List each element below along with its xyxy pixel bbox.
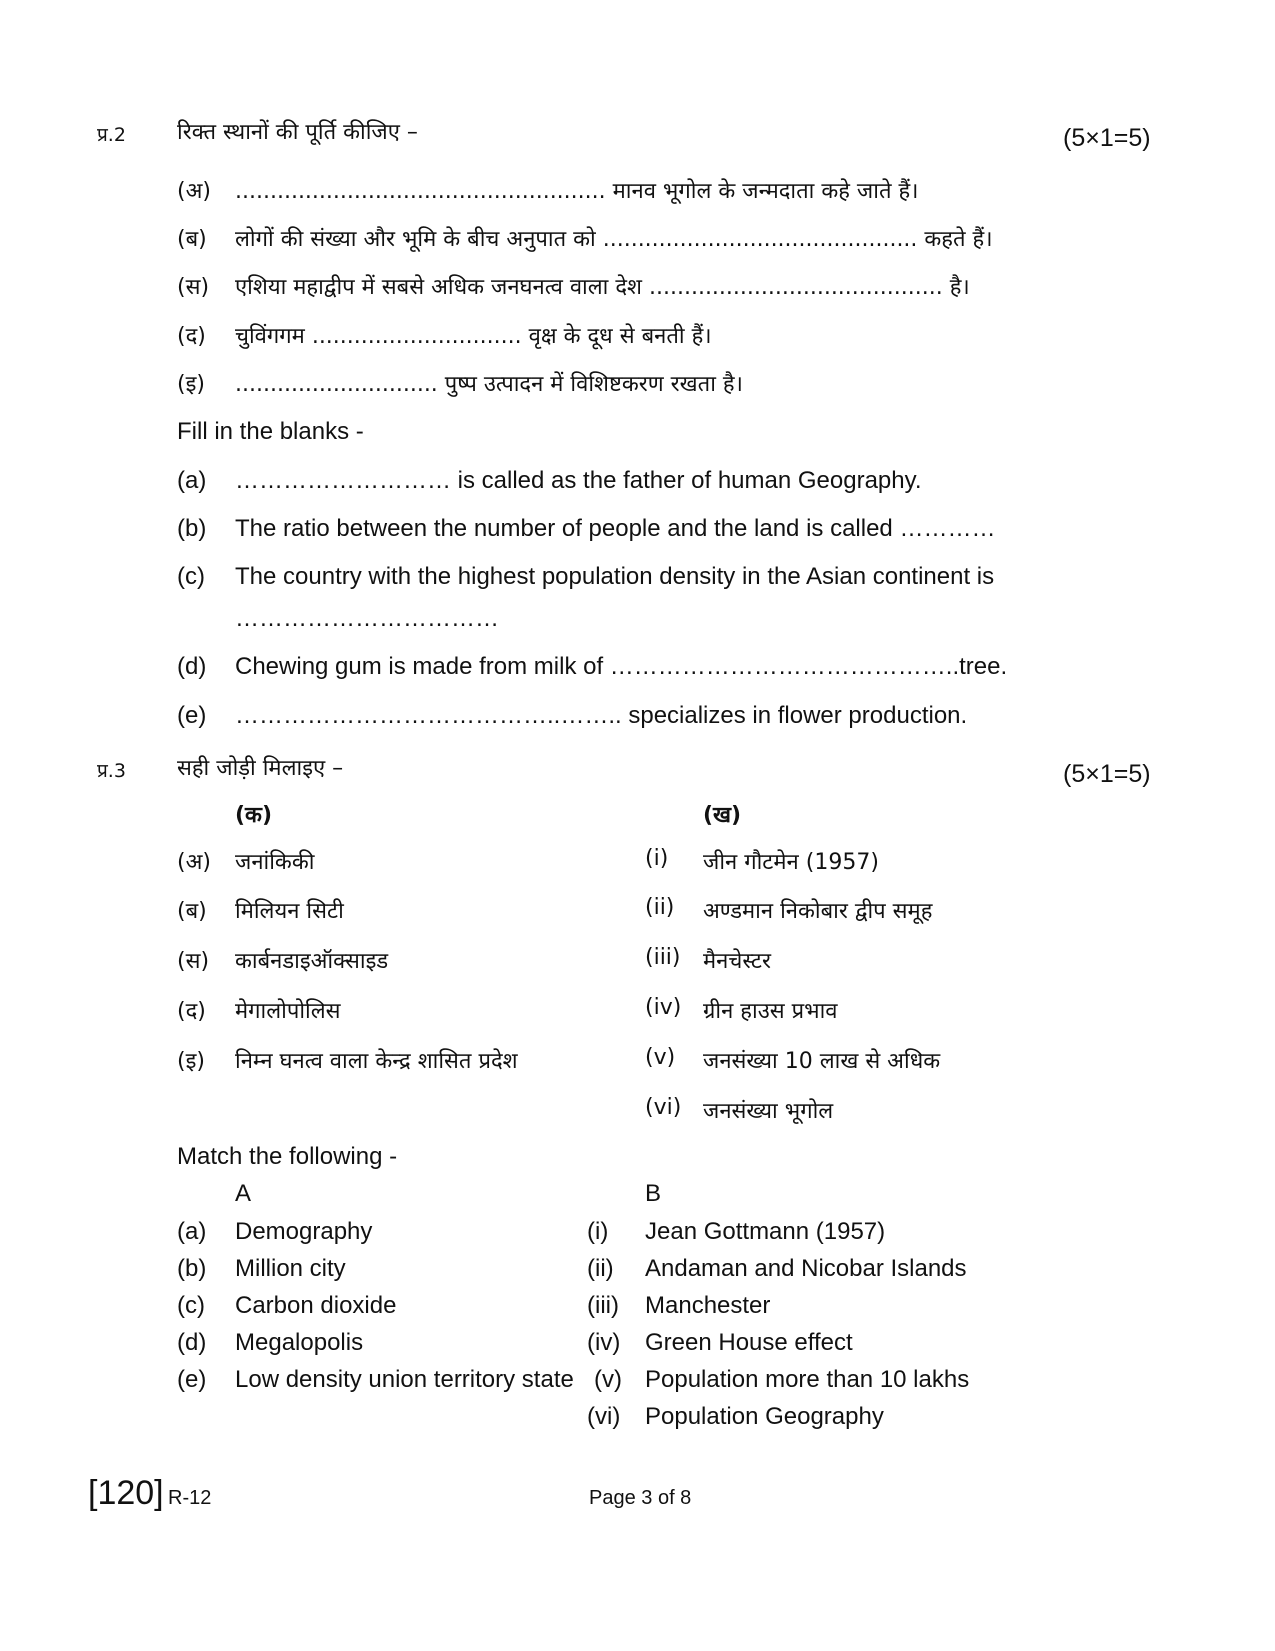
match-left-label: (द) [177,999,206,1024]
item-label: (इ) [177,372,205,397]
match-right-text: जनसंख्या 10 लाख से अधिक [703,1049,941,1074]
match-left-label: (अ) [177,850,211,875]
match-left-text: Carbon dioxide [235,1292,397,1319]
match-left-label: (d) [177,1329,207,1356]
question-number: प्र.3 [97,760,126,782]
item-text: चुविंगगम .............................. वृक्ष के दूध से बनती हैं। [235,324,712,349]
match-right-label: (vi) [645,1095,682,1120]
item-label: (स) [177,275,210,300]
match-right-label: (ii) [587,1255,614,1282]
match-left-label: (ब) [177,899,207,924]
column-b-header: (ख) [703,803,742,828]
match-right-label: (v) [594,1366,622,1393]
match-left-label: (स) [177,949,210,974]
match-left-text: मिलियन सिटी [235,899,344,924]
match-right-text: Jean Gottmann (1957) [645,1218,886,1245]
match-right-label: (v) [645,1045,676,1070]
match-left-text: मेगालोपोलिस [235,999,341,1024]
item-text: लोगों की संख्या और भूमि के बीच अनुपात को ............................................. कहते हैं। [235,227,993,252]
match-left-label: (b) [177,1255,207,1282]
match-left-text: Megalopolis [235,1329,364,1356]
match-left-label: (c) [177,1292,205,1319]
match-left-text: Million city [235,1255,346,1282]
question-title-hindi: रिक्त स्थानों की पूर्ति कीजिए – [177,120,418,145]
item-label: (अ) [177,179,211,204]
match-left-text: जनांकिकी [235,850,315,875]
item-label: (द) [177,324,206,349]
item-text: एशिया महाद्वीप में सबसे अधिक जनघनत्व वाला देश .......................................... है। [235,275,970,300]
question-marks: (5×1=5) [1063,124,1151,152]
match-right-text: जनसंख्या भूगोल [703,1099,834,1124]
column-b-header: B [645,1180,662,1207]
match-right-text: Population Geography [645,1403,884,1430]
item-text: Chewing gum is made from milk of ……………………………………..tree. [235,653,1008,680]
match-right-text: जीन गौटमेन (1957) [703,850,879,875]
item-label: (b) [177,515,207,542]
match-right-text: Andaman and Nicobar Islands [645,1255,967,1282]
item-label: (e) [177,702,207,729]
match-right-text: अण्डमान निकोबार द्वीप समूह [703,899,933,924]
match-right-label: (vi) [587,1403,621,1430]
match-left-label: (e) [177,1366,207,1393]
item-text-continued: …………………………… [235,605,499,632]
page-number: Page 3 of 8 [589,1487,692,1509]
item-label: (c) [177,563,205,590]
match-left-text: कार्बनडाइऑक्साइड [235,949,389,974]
item-text: …………………………………..…….. specializes in flower production. [235,702,968,729]
item-text: ............................. पुष्प उत्पादन में विशिष्टकरण रखता है। [235,372,743,397]
match-right-text: Green House effect [645,1329,853,1356]
match-left-text: Low density union territory state [235,1366,574,1393]
match-right-text: Population more than 10 lakhs [645,1366,970,1393]
paper-series: R-12 [168,1487,212,1509]
match-left-label: (इ) [177,1049,205,1074]
match-right-label: (iv) [645,995,682,1020]
match-left-text: Demography [235,1218,373,1245]
match-right-label: (ii) [645,895,675,920]
question-title-hindi: सही जोड़ी मिलाइए – [177,756,344,781]
question-title-english: Fill in the blanks - [177,418,364,445]
match-right-label: (iii) [587,1292,619,1319]
item-text: ……………………… is called as the father of human Geography. [235,467,922,494]
match-left-text: निम्न घनत्व वाला केन्द्र शासित प्रदेश [235,1049,518,1074]
item-label: (a) [177,467,207,494]
item-text: The ratio between the number of people and the land is called ………… [235,515,996,542]
match-right-label: (i) [587,1218,609,1245]
paper-code: [120] [88,1474,164,1512]
question-number: प्र.2 [97,124,126,146]
item-text: ..................................................... मानव भूगोल के जन्मदाता कहे जाते हैं। [235,179,919,204]
match-right-text: ग्रीन हाउस प्रभाव [703,999,838,1024]
column-a-header: A [235,1180,252,1207]
question-title-english: Match the following - [177,1143,398,1170]
match-right-text: मैनचेस्टर [703,949,771,974]
item-label: (d) [177,653,207,680]
match-right-label: (i) [645,846,669,871]
item-text: The country with the highest population density in the Asian continent is [235,563,995,590]
column-a-header: (क) [235,803,273,828]
question-marks: (5×1=5) [1063,760,1151,788]
match-right-text: Manchester [645,1292,771,1319]
item-label: (ब) [177,227,207,252]
match-right-label: (iv) [587,1329,621,1356]
match-right-label: (iii) [645,945,681,970]
match-left-label: (a) [177,1218,207,1245]
